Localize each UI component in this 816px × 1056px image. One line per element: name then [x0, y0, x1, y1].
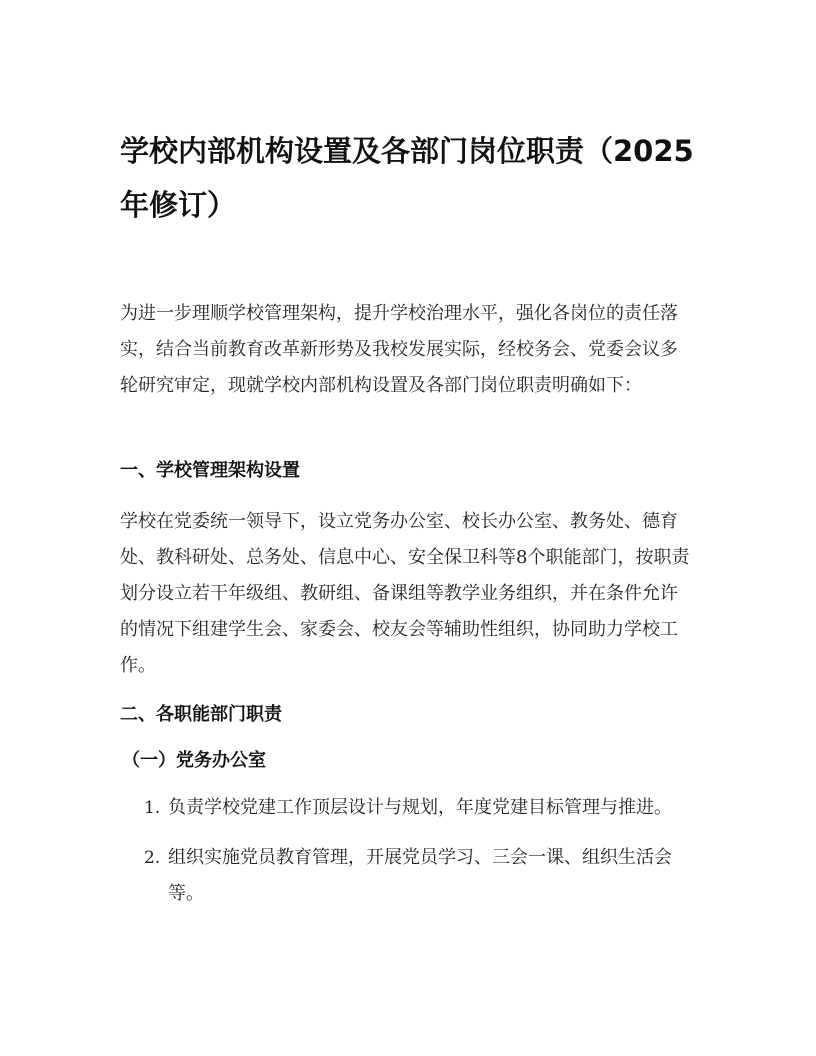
- subsection-heading-party-office: （一）党务办公室: [122, 750, 266, 771]
- duty-list: [120, 790, 696, 926]
- section-heading-architecture: 一、学校管理架构设置: [120, 460, 300, 481]
- section-heading-duties: 二、各职能部门职责: [120, 704, 282, 725]
- list-item-number: 1.: [144, 798, 161, 818]
- list-item: [120, 790, 696, 826]
- list-item-number: 2.: [144, 848, 161, 868]
- list-item-text: 负责学校党建工作顶层设计与规划，年度党建目标管理与推进。: [168, 797, 672, 818]
- list-item-text: 组织实施党员教育管理，开展党员学习、三会一课、组织生活会等。: [168, 847, 672, 904]
- document-title: 学校内部机构设置及各部门岗位职责（2025年修订）: [120, 134, 694, 222]
- section-body-architecture: 学校在党委统一领导下，设立党务办公室、校长办公室、教务处、德育处、教科研处、总务处、信息中心、安全保卫科等8个职能部门，按职责划分设立若干年级组、教研组、备课组等教学业务组织，并在条件允许的情况下组建学生会、家委会、校友会等辅助性组织，协同助力学校工作。: [120, 511, 690, 676]
- intro-paragraph: 为进一步理顺学校管理架构，提升学校治理水平，强化各岗位的责任落实，结合当前教育改革新形势及我校发展实际，经校务会、党委会议多轮研究审定，现就学校内部机构设置及各部门岗位职责明确如下：: [120, 303, 678, 396]
- list-item: [120, 840, 696, 912]
